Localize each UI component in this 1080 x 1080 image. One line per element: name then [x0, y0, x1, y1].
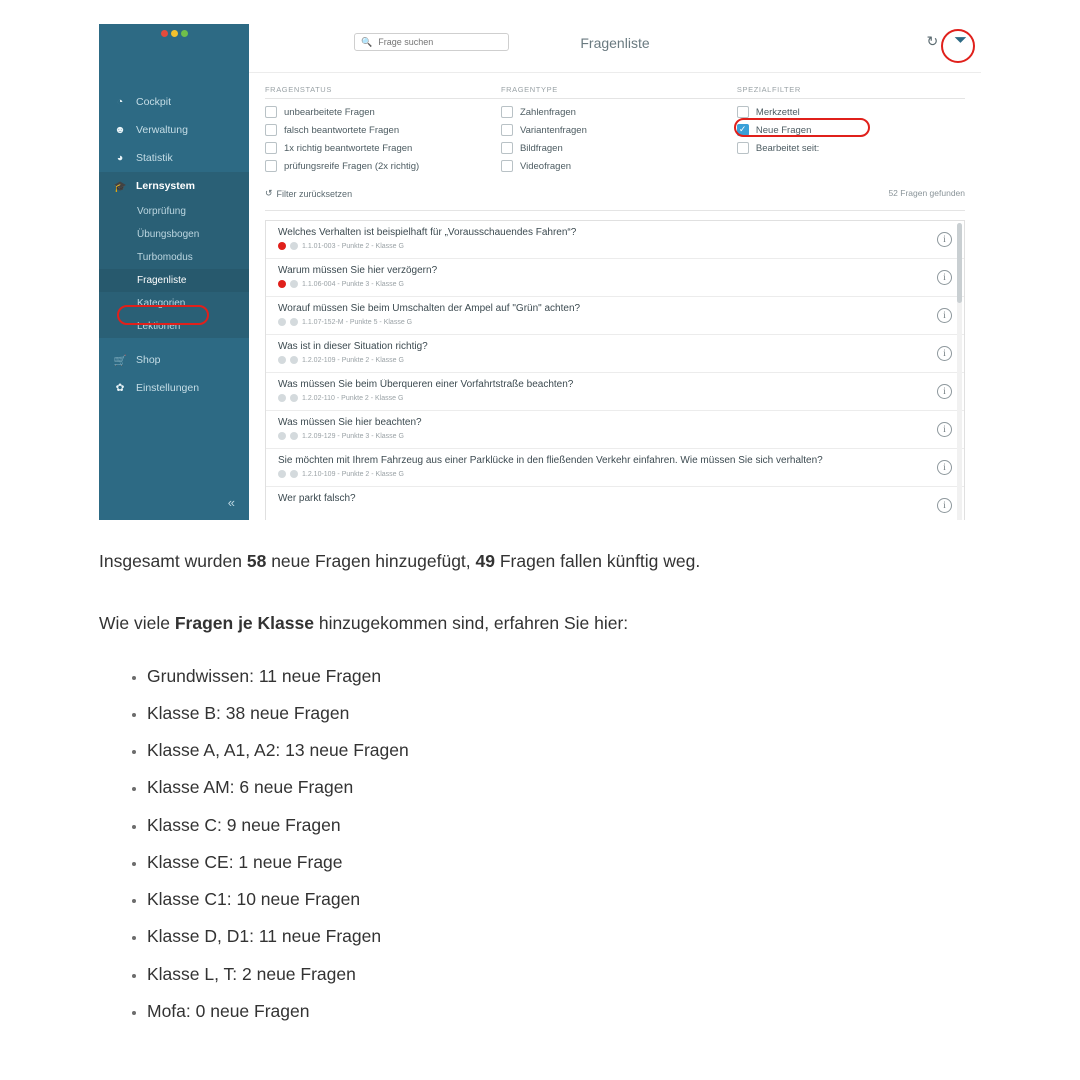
page-title: Fragenliste	[580, 35, 650, 51]
sidebar-item-statistik[interactable]	[99, 144, 249, 172]
sidebar-item-shop[interactable]	[99, 346, 249, 374]
status-dot-icon	[290, 280, 298, 288]
status-dot-icon	[290, 432, 298, 440]
status-dot-icon	[278, 242, 286, 250]
brand-logo	[99, 30, 249, 39]
sidebar-subitem-label: Turbomodus	[137, 252, 193, 263]
question-meta	[278, 280, 930, 288]
info-icon[interactable]: i	[937, 232, 952, 247]
filter-checkbox-pruefungsreife[interactable]	[265, 160, 501, 172]
question-text: Wer parkt falsch?	[278, 493, 356, 504]
filter-label: Bildfragen	[519, 142, 563, 154]
list-item: • Mofa: 0 neue Fragen	[147, 998, 989, 1024]
filter-label: Neue Fragen	[755, 124, 812, 136]
refresh-icon[interactable]: ↻	[926, 33, 939, 49]
filter-group-type	[501, 85, 737, 178]
question-meta	[278, 432, 930, 440]
sidebar-item-lernsystem[interactable]	[99, 172, 249, 200]
filter-label: Bearbeitet seit:	[755, 142, 820, 154]
summary-post: Fragen fallen künftig weg.	[494, 551, 701, 571]
list-item[interactable]	[266, 297, 964, 335]
checkbox-icon[interactable]	[737, 106, 749, 118]
filter-checkbox-videofragen[interactable]	[501, 160, 737, 172]
checkbox-icon[interactable]	[737, 124, 749, 136]
status-dot-icon	[290, 394, 298, 402]
reset-filter-button[interactable]	[265, 188, 352, 199]
question-meta	[278, 470, 930, 478]
sidebar-item-lektionen[interactable]	[99, 315, 249, 338]
filter-group-status	[265, 85, 501, 178]
sidebar-item-label: Shop	[136, 354, 161, 366]
filter-checkbox-bearbeitet-seit[interactable]	[737, 142, 965, 154]
summary-removed-count: 49	[475, 551, 495, 571]
list-item: • Klasse D, D1: 11 neue Fragen	[147, 923, 989, 949]
info-icon[interactable]: i	[937, 460, 952, 475]
list-item: • Klasse C1: 10 neue Fragen	[147, 886, 989, 912]
filter-label: Merkzettel	[755, 106, 800, 118]
question-meta-text: 1.1.07-152-M - Punkte 5 - Klasse G	[302, 318, 413, 326]
info-icon[interactable]: i	[937, 270, 952, 285]
sidebar-subitem-label: Vorprüfung	[137, 206, 186, 217]
cart-icon: 🛒	[113, 354, 127, 367]
info-icon[interactable]: i	[937, 384, 952, 399]
sidebar-subitem-label: Übungsbogen	[137, 229, 200, 240]
list-scrollbar-thumb[interactable]	[957, 223, 962, 303]
sidebar-item-einstellungen[interactable]	[99, 374, 249, 402]
intro-post: hinzugekommen sind, erfahren Sie hier:	[313, 613, 629, 634]
question-meta	[278, 318, 930, 326]
filter-group-title: SPEZIALFILTER	[737, 85, 965, 99]
list-item: • Klasse C: 9 neue Fragen	[147, 812, 989, 838]
article-body	[99, 548, 989, 1035]
result-count: 52 Fragen gefunden	[888, 188, 965, 198]
status-dot-icon	[278, 356, 286, 364]
list-item[interactable]	[266, 221, 964, 259]
info-icon[interactable]: i	[937, 308, 952, 323]
summary-added-count: 58	[246, 551, 267, 571]
list-item[interactable]	[266, 373, 964, 411]
checkbox-icon[interactable]	[501, 160, 513, 172]
filter-label: Zahlenfragen	[519, 106, 576, 118]
sidebar-item-turbomodus[interactable]	[99, 246, 249, 269]
status-dot-icon	[278, 280, 286, 288]
question-text: Warum müssen Sie hier verzögern?	[278, 265, 438, 276]
gear-icon: ✿	[115, 382, 125, 394]
status-dot-icon	[278, 394, 286, 402]
class-list	[99, 663, 989, 1025]
sidebar	[99, 24, 249, 520]
sidebar-subnav	[99, 200, 249, 338]
filter-checkbox-merkzettel[interactable]	[737, 106, 965, 118]
question-meta-text: 1.1.06-004 - Punkte 3 - Klasse G	[302, 280, 404, 288]
list-item: • Klasse AM: 6 neue Fragen	[147, 774, 989, 800]
filter-label: 1x richtig beantwortete Fragen	[284, 142, 413, 154]
intro-pre: Wie viele	[99, 613, 175, 634]
paragraph-classes-intro	[99, 610, 989, 636]
checkbox-icon[interactable]	[737, 142, 749, 154]
filter-checkbox-neue-fragen[interactable]	[737, 124, 965, 136]
checkbox-icon[interactable]	[265, 106, 277, 118]
summary-mid: neue Fragen hinzugefügt,	[266, 551, 476, 571]
list-item[interactable]	[266, 449, 964, 487]
topbar-actions	[926, 32, 967, 50]
list-item: • Klasse CE: 1 neue Frage	[147, 849, 989, 875]
reset-icon: ↺	[265, 188, 273, 198]
question-meta-text: 1.2.02-110 - Punkte 2 - Klasse G	[302, 394, 404, 402]
sidebar-item-verwaltung[interactable]	[99, 116, 249, 144]
filter-checkbox-bildfragen[interactable]	[501, 142, 737, 154]
graduation-cap-icon: 🎓	[113, 180, 127, 193]
intro-bold: Fragen je Klasse	[174, 613, 314, 634]
sidebar-nav	[99, 88, 249, 402]
question-meta-text: 1.2.02-109 - Punkte 2 - Klasse G	[302, 356, 404, 364]
summary-pre: Insgesamt wurden	[99, 551, 247, 571]
gauge-icon: ◔	[116, 96, 124, 108]
question-meta	[278, 242, 930, 250]
filter-label: Videofragen	[519, 160, 572, 172]
filter-subbar	[265, 188, 965, 211]
info-icon[interactable]: i	[937, 498, 952, 513]
list-item[interactable]	[266, 259, 964, 297]
list-item[interactable]	[266, 487, 964, 520]
filter-icon[interactable]: ⏷	[954, 32, 967, 49]
question-meta-text: 1.2.09-129 - Punkte 3 - Klasse G	[302, 432, 404, 440]
filter-checkbox-unbearbeitete[interactable]	[265, 106, 501, 118]
checkbox-icon[interactable]	[501, 142, 513, 154]
status-dot-icon	[290, 356, 298, 364]
filter-label: unbearbeitete Fragen	[284, 106, 375, 118]
sidebar-subitem-label: Fragenliste	[137, 275, 187, 286]
info-icon[interactable]: i	[937, 422, 952, 437]
filter-group-title: FRAGENTYPE	[501, 85, 737, 99]
list-item: • Grundwissen: 11 neue Fragen	[147, 663, 989, 689]
question-meta	[278, 356, 930, 364]
list-item: • Klasse L, T: 2 neue Fragen	[147, 961, 989, 987]
search-icon: 🔍	[361, 36, 373, 47]
question-text: Was müssen Sie hier beachten?	[278, 417, 422, 428]
sidebar-item-label: Verwaltung	[136, 124, 188, 136]
list-item: • Klasse A, A1, A2: 13 neue Fragen	[147, 737, 989, 763]
status-dot-icon	[290, 318, 298, 326]
checkbox-icon[interactable]	[501, 124, 513, 136]
question-meta-text: 1.2.10-109 - Punkte 2 - Klasse G	[302, 470, 404, 478]
status-dot-icon	[290, 470, 298, 478]
info-icon[interactable]: i	[937, 346, 952, 361]
main-panel	[249, 24, 981, 520]
sidebar-subitem-label: Kategorien	[137, 298, 186, 309]
filter-label: falsch beantwortete Fragen	[284, 124, 400, 136]
sidebar-item-label: Cockpit	[136, 96, 172, 108]
checkbox-icon[interactable]	[265, 142, 277, 154]
question-text: Was ist in dieser Situation richtig?	[278, 341, 428, 352]
question-text: Sie möchten mit Ihrem Fahrzeug aus einer Parklücke in den fließenden Verkehr einfahren. Wie müssen Sie sich verhalten?	[278, 455, 823, 466]
sidebar-item-kategorien[interactable]	[99, 292, 249, 315]
sidebar-collapse-button[interactable]: «	[227, 495, 235, 510]
paragraph-summary	[99, 548, 989, 574]
filter-checkbox-zahlenfragen[interactable]	[501, 106, 737, 118]
reset-filter-label: Filter zurücksetzen	[276, 188, 353, 199]
app-screenshot	[99, 24, 981, 520]
brand-dots-icon	[99, 30, 249, 37]
question-meta-text: 1.1.01-003 - Punkte 2 - Klasse G	[302, 242, 404, 250]
person-icon: ☻	[114, 124, 126, 136]
question-text: Welches Verhalten ist beispielhaft für „Vorausschauendes Fahren“?	[278, 227, 577, 238]
filter-label: Variantenfragen	[519, 124, 587, 136]
sidebar-item-vorpruefung[interactable]	[99, 200, 249, 223]
sidebar-item-label: Statistik	[136, 152, 173, 164]
status-dot-icon	[278, 470, 286, 478]
filter-group-special	[737, 85, 965, 178]
sidebar-item-label: Lernsystem	[136, 180, 195, 192]
sidebar-item-uebungsbogen[interactable]	[99, 223, 249, 246]
filter-label: prüfungsreife Fragen (2x richtig)	[284, 160, 420, 172]
list-item[interactable]	[266, 411, 964, 449]
sidebar-item-label: Einstellungen	[136, 382, 200, 394]
checkbox-icon[interactable]	[265, 124, 277, 136]
sidebar-item-cockpit[interactable]	[99, 88, 249, 116]
filter-section	[249, 73, 981, 178]
list-item[interactable]	[266, 335, 964, 373]
checkbox-icon[interactable]	[501, 106, 513, 118]
filter-group-title: FRAGENSTATUS	[265, 85, 501, 99]
sidebar-item-fragenliste[interactable]	[99, 269, 249, 292]
question-text: Worauf müssen Sie beim Umschalten der Ampel auf "Grün" achten?	[278, 303, 581, 314]
topbar	[249, 24, 981, 73]
question-text: Was müssen Sie beim Überqueren einer Vorfahrtstraße beachten?	[278, 379, 574, 390]
checkbox-icon[interactable]	[265, 160, 277, 172]
filter-checkbox-falsch[interactable]	[265, 124, 501, 136]
question-meta	[278, 394, 930, 402]
status-dot-icon	[278, 432, 286, 440]
filter-checkbox-1x-richtig[interactable]	[265, 142, 501, 154]
question-list[interactable]	[265, 220, 965, 520]
list-item: • Klasse B: 38 neue Fragen	[147, 700, 989, 726]
status-dot-icon	[290, 242, 298, 250]
status-dot-icon	[278, 318, 286, 326]
filter-checkbox-variantenfragen[interactable]	[501, 124, 737, 136]
sidebar-subitem-label: Lektionen	[137, 321, 181, 332]
chart-icon: ◕	[116, 152, 124, 164]
